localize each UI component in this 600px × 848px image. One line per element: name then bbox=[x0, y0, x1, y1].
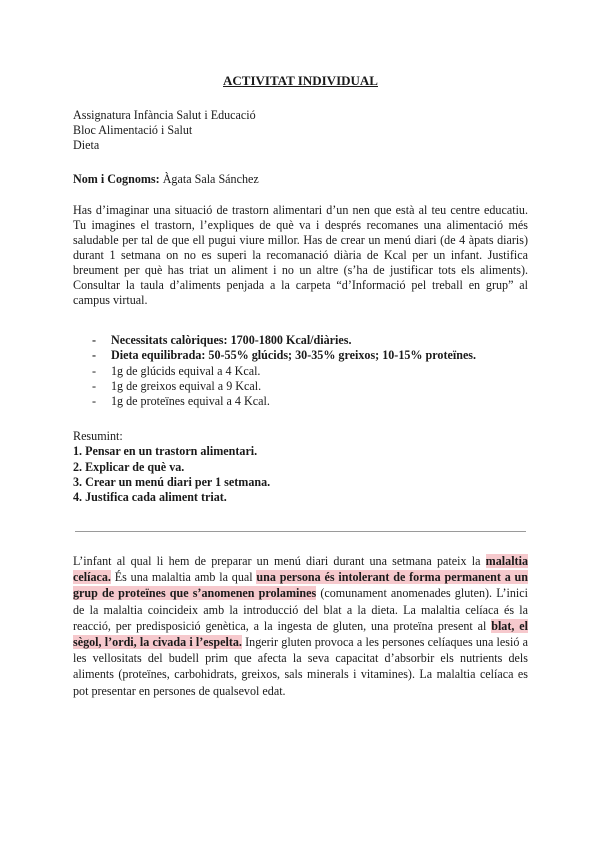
course-info bbox=[73, 108, 256, 153]
summary-section bbox=[73, 429, 270, 505]
highlight-cereals: blat, el sègol, l’ordi, la civada i l’espelta. bbox=[73, 618, 528, 650]
topic-line: Dieta bbox=[73, 138, 100, 152]
subject-line: Assignatura Infància Salut i Educació bbox=[73, 108, 256, 122]
list-item: - Necessitats calòriques: 1700-1800 Kcal/diàries. bbox=[92, 333, 352, 347]
bullet-dash: - bbox=[92, 363, 97, 378]
name-label: Nom i Cognoms: bbox=[73, 172, 160, 186]
list-item: - 1g de glúcids equival a 4 Kcal. bbox=[92, 363, 261, 378]
bullet-dash: - bbox=[92, 348, 97, 363]
requirements-list bbox=[73, 333, 528, 409]
bullet-dash: - bbox=[92, 394, 97, 409]
highlight-definition: una persona és intolerant de forma permanent a un grup de proteïnes que s’anomenen prolamines bbox=[73, 570, 529, 601]
summary-step: 2. Explicar de què va. bbox=[73, 459, 185, 474]
body-paragraph: L’infant al qual li hem de preparar un menú diari durant una setmana pateix la malaltia celíaca. És una malaltia amb la qual una persona és intolerant de forma permanent a un grup de proteïnes que s’anomenen prolamines (comunament anomenades gluten). L’inici de la malaltia coincideix amb la introducció del blat a la dieta. La malaltia celíaca és la reacció, per predisposició genètica, a la ingesta de gluten, una proteïna present al blat, el sègol, l’ordi, la civada i l’espelta. Ingerir gluten provoca a les persones celíaques una lesió a les vellositats del budell prim que afecta la seva capacitat d’absorbir els nutrients dels aliments (proteïnes, carbohidrats, greixos, sals minerals i vitamines). La malaltia celíaca es pot presentar en persones de qualsevol edat. bbox=[73, 554, 529, 698]
bullet-dash: - bbox=[92, 378, 97, 393]
instructions-paragraph: Has d’imaginar una situació de trastorn alimentari d’un nen que està al teu centre educatiu. Tu imagines el trastorn, l’expliques de què va i després recomanes una alimentació més saludable per tal de que ell pugui viure millor. Has de crear un menú diari (de 4 àpats diaris) durant 1 setmana on no es superi la recomanació diària de Kcal per un infant. Justifica breument per què has triat un aliment i no un altre (s’ha de justificar tots els aliments). Consultar la taula d’aliments penjada a la carpeta “d’Informació pel treball en grup” al campus virtual. bbox=[73, 203, 528, 307]
list-item: - 1g de greixos equival a 9 Kcal. bbox=[92, 378, 262, 393]
student-name bbox=[73, 172, 259, 187]
summary-step: 3. Crear un menú diari per 1 setmana. bbox=[73, 474, 271, 489]
page-title: ACTIVITAT INDIVIDUAL bbox=[223, 73, 378, 88]
summary-heading: Resumint: bbox=[73, 429, 123, 443]
summary-step: 4. Justifica cada aliment triat. bbox=[73, 490, 227, 505]
list-item: - Dieta equilibrada: 50-55% glúcids; 30-35% greixos; 10-15% proteïnes. bbox=[92, 348, 477, 363]
list-item: - 1g de proteïnes equival a 4 Kcal. bbox=[92, 394, 270, 409]
horizontal-divider bbox=[75, 531, 526, 532]
name-value: Àgata Sala Sánchez bbox=[162, 172, 259, 186]
block-line: Bloc Alimentació i Salut bbox=[73, 123, 193, 137]
summary-step: 1. Pensar en un trastorn alimentari. bbox=[73, 444, 258, 459]
highlight-disease: malaltia celíaca. bbox=[73, 554, 528, 585]
bullet-dash: - bbox=[92, 333, 97, 347]
